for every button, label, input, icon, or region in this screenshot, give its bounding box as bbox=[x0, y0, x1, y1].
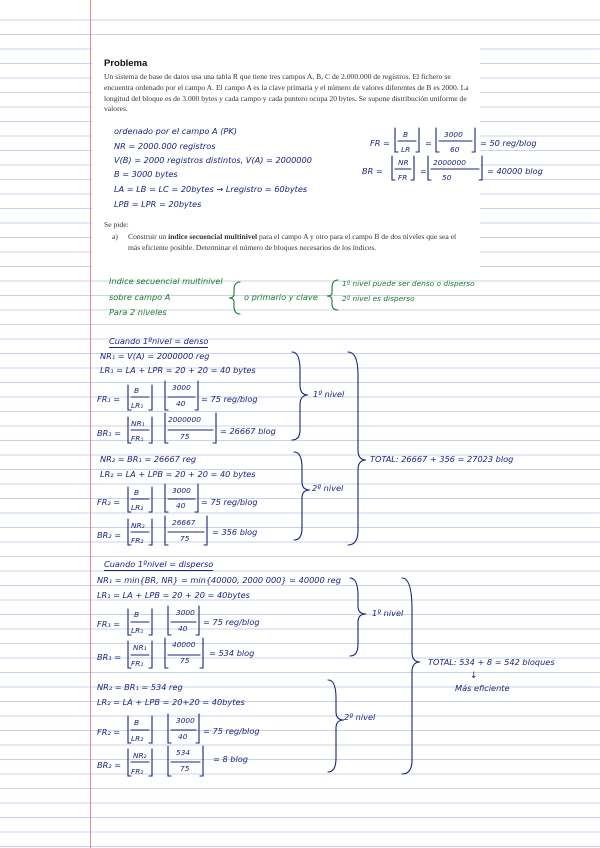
dense-br1-den: FR₁ bbox=[131, 434, 144, 443]
sparse-level1-label: 1º nivel bbox=[372, 608, 404, 618]
dense-br2-num: NR₂ bbox=[131, 521, 145, 530]
dense-lr2: LR₂ = LA + LPB = 20 + 20 = 40 bytes bbox=[100, 469, 256, 479]
note-vb-va: V(B) = 2000 registros distintos, V(A) = 2000000 bbox=[114, 155, 312, 165]
dense-fr1-num: B bbox=[134, 386, 140, 395]
sparse-fr1-result: = 75 reg/blog bbox=[203, 617, 260, 627]
dense-fr2-num2: 3000 bbox=[172, 486, 191, 495]
sparse-br1-den: FR₁ bbox=[131, 659, 144, 668]
problem-title: Problema bbox=[104, 58, 148, 69]
dense-heading: Cuando 1ºnivel = denso bbox=[109, 336, 209, 346]
plan-title: Indice secuencial multinivel bbox=[109, 276, 223, 286]
sparse-fr1-den2: 40 bbox=[178, 624, 188, 633]
sparse-br2-num2: 534 bbox=[176, 748, 191, 757]
sparse-fr2-lhs: FR₂ = bbox=[97, 727, 121, 737]
fr-num2: 3000 bbox=[444, 130, 463, 139]
sparse-br1-result: = 534 blog bbox=[209, 648, 255, 658]
sparse-br1-den2: 75 bbox=[180, 656, 190, 665]
br-eq: = bbox=[420, 166, 427, 176]
notebook-margin-line bbox=[90, 0, 91, 848]
sparse-br2-den2: 75 bbox=[180, 764, 190, 773]
dense-nr2: NR₂ = BR₁ = 26667 reg bbox=[100, 454, 197, 464]
fr-lhs: FR = bbox=[370, 138, 390, 148]
down-arrow-icon: ↓ bbox=[470, 671, 478, 681]
br-result: = 40000 blog bbox=[487, 166, 543, 176]
sparse-br2-result: = 8 blog bbox=[213, 754, 248, 764]
br-num: NR bbox=[398, 158, 409, 167]
dense-fr1-num2: 3000 bbox=[172, 383, 191, 392]
dense-br1-lhs: BR₁ = bbox=[97, 428, 122, 438]
sparse-br2-lhs: BR₂ = bbox=[97, 760, 122, 770]
dense-fr2-lhs: FR₂ = bbox=[97, 497, 121, 507]
dense-br2-den2: 75 bbox=[180, 534, 190, 543]
fr-result: = 50 reg/blog bbox=[480, 138, 537, 148]
sparse-fr1-num2: 3000 bbox=[176, 608, 195, 617]
note-pointer-lengths: LPB = LPR = 20bytes bbox=[114, 199, 202, 209]
br-den: FR bbox=[398, 173, 408, 182]
sparse-level2-label: 2º nivel bbox=[344, 712, 376, 722]
dense-fr2-num: B bbox=[134, 488, 140, 497]
note-field-lengths: LA = LB = LC = 20bytes → Lregistro = 60bytes bbox=[114, 184, 308, 194]
dense-br1-den2: 75 bbox=[180, 432, 190, 441]
question-intro: Se pide: bbox=[104, 220, 129, 229]
dense-br2-den: FR₂ bbox=[131, 536, 144, 545]
sparse-nr2: NR₂ = BR₁ = 534 reg bbox=[97, 682, 183, 692]
dense-total: TOTAL: 26667 + 356 = 27023 blog bbox=[370, 454, 514, 464]
dense-level1-label: 1º nivel bbox=[313, 389, 345, 399]
dense-nr1: NR₁ = V(A) = 2000000 reg bbox=[100, 351, 210, 361]
dense-fr1-result: = 75 reg/blog bbox=[201, 394, 258, 404]
sparse-heading: Cuando 1ºnivel = disperso bbox=[104, 559, 214, 569]
sparse-br1-num: NR₁ bbox=[133, 643, 147, 652]
sparse-fr1-lhs: FR₁ = bbox=[97, 619, 121, 629]
dense-fr2-den2: 40 bbox=[176, 501, 186, 510]
dense-level2-label: 2º nivel bbox=[312, 483, 344, 493]
question-item-label: a) bbox=[112, 232, 118, 241]
sparse-fr2-result: = 75 reg/blog bbox=[203, 726, 260, 736]
note-nr: NR = 2000.000 registros bbox=[114, 141, 216, 151]
sparse-br1-num2: 40000 bbox=[172, 640, 196, 649]
dense-fr1-lhs: FR₁ = bbox=[97, 394, 121, 404]
plan-level1-note: 1º nivel puede ser denso o disperso bbox=[342, 279, 475, 288]
dense-br1-num: NR₁ bbox=[131, 419, 145, 428]
dense-br1-result: = 26667 blog bbox=[220, 426, 276, 436]
sparse-br2-den: FR₂ bbox=[131, 767, 144, 776]
sparse-fr1-den: LR₁ bbox=[131, 626, 144, 635]
sparse-nr1: NR₁ = min{BR, NR} = min{40000, 2000 000} = 40000 reg bbox=[97, 575, 341, 585]
dense-br1-num2: 2000000 bbox=[168, 415, 201, 424]
sparse-fr1-num: B bbox=[134, 610, 140, 619]
dense-fr2-result: = 75 reg/blog bbox=[201, 497, 258, 507]
plan-level2-note: 2º nivel es disperso bbox=[342, 294, 415, 303]
sparse-br2-num: NR₂ bbox=[133, 751, 147, 760]
sparse-br1-lhs: BR₁ = bbox=[97, 652, 122, 662]
problem-statement: Un sistema de base de datos usa una tabla R que tiene tres campos A, B, C de 2.000.000 de registros. El fichero se encuentra ordenado por el campo A. El campo A es la clave primaria y el número de valores diferentes de B es 2000. La longitud del bloque es de 3.000 bytes y cada campo y cada puntero ocupa 20 bytes. Se supone distribución uniforme de valores. bbox=[104, 72, 469, 114]
sparse-lr2: LR₂ = LA + LPB = 20+20 = 40bytes bbox=[97, 697, 245, 707]
fr-den2: 60 bbox=[450, 145, 460, 154]
fr-num: B bbox=[403, 130, 409, 139]
sparse-fr2-num2: 3000 bbox=[176, 716, 195, 725]
sparse-fr2-den2: 40 bbox=[178, 732, 188, 741]
plan-field-a: sobre campo A bbox=[109, 292, 171, 302]
dense-fr1-den2: 40 bbox=[176, 399, 186, 408]
dense-br2-lhs: BR₂ = bbox=[97, 530, 122, 540]
dense-lr1: LR₁ = LA + LPR = 20 + 20 = 40 bytes bbox=[100, 365, 256, 375]
sparse-lr1: LR₁ = LA + LPB = 20 + 20 = 40bytes bbox=[97, 590, 250, 600]
sparse-total: TOTAL: 534 + 8 = 542 bloques bbox=[428, 657, 555, 667]
plan-primary-key: o primario y clave bbox=[244, 292, 318, 302]
plan-two-levels: Para 2 niveles bbox=[109, 307, 167, 317]
question-item-bold: índice secuencial multinivel bbox=[168, 232, 258, 241]
note-block-size: B = 3000 bytes bbox=[114, 169, 178, 179]
sparse-conclusion: Más eficiente bbox=[455, 683, 510, 693]
fr-eq: = bbox=[425, 138, 432, 148]
question-item-text: Construir un índice secuencial multinivel para el campo A y otro para el campo B de dos niveles que sea el más eficiente posible. Determinar el número de bloques necesarios de los índices. bbox=[128, 232, 457, 252]
br-num2: 2000000 bbox=[433, 158, 466, 167]
br-lhs: BR = bbox=[362, 166, 383, 176]
dense-fr1-den: LR₁ bbox=[131, 401, 144, 410]
dense-br2-result: = 356 blog bbox=[212, 527, 258, 537]
sparse-fr2-den: LR₂ bbox=[131, 734, 144, 743]
dense-fr2-den: LR₂ bbox=[131, 503, 144, 512]
br-den2: 50 bbox=[442, 173, 452, 182]
note-ordered-by-a: ordenado por el campo A (PK) bbox=[114, 126, 237, 136]
dense-br2-num2: 26667 bbox=[172, 518, 196, 527]
fr-den: LR bbox=[401, 145, 411, 154]
sparse-fr2-num: B bbox=[134, 718, 140, 727]
